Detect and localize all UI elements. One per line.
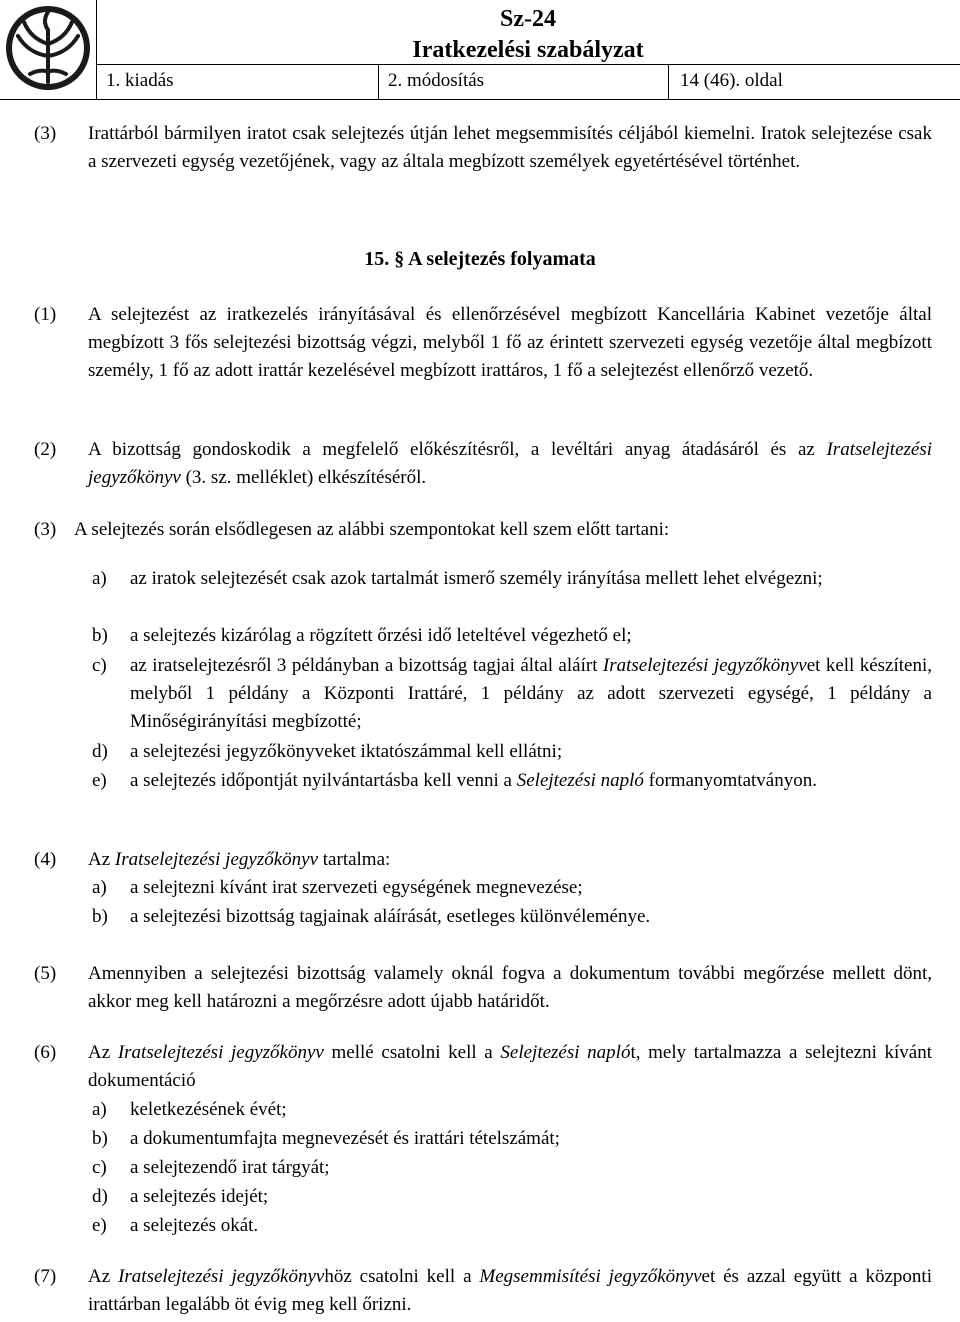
paragraph-number: (1) [34,304,57,325]
paragraph-text: Amennyiben a selejtezési bizottság valamely oknál fogva a dokumentum további megőrzése mellett dönt, akkor meg kell határozni a megőrzésre adott újabb határidőt. [88,963,932,1012]
paragraph-text: A selejtezés során elsődlegesen az alábbi szempontokat kell szem előtt tartani: [74,519,670,540]
text-run: formanyomtatványon. [643,770,817,791]
list-item: a selejtezés idejét; [130,1186,269,1207]
text-run: et kell készíteni, melyből 1 példány a Központi Irattáré, 1 példány az adott szervezeti egységé, 1 példány a Minőségirányítási megbízotté; [130,655,933,732]
header-cell-border [668,64,669,100]
list-letter: a) [92,568,107,589]
paragraph-text [88,846,932,874]
list-letter: b) [92,625,108,646]
list-letter: c) [92,655,107,676]
list-letter: b) [92,906,108,927]
paragraph-text [88,1039,932,1095]
paragraph-number: (3) [34,123,57,144]
document-reference: Iratselejtezési jegyzőkönyv [114,849,319,870]
document-title: Iratkezelési szabályzat [412,37,644,63]
paragraph-number: (7) [34,1266,57,1287]
list-item: a selejtezési bizottság tagjainak aláírását, esetleges különvéleménye. [130,906,651,927]
list-item: a selejtezendő irat tárgyát; [130,1157,330,1178]
section-heading: 15. § A selejtezés folyamata [364,248,596,270]
page-number-cell: 14 (46). oldal [680,70,783,91]
document-reference: Iratselejtezési jegyzőkönyv [117,1042,324,1063]
list-item: a selejtezés kizárólag a rögzített őrzési idő leteltével végezhető el; [130,625,632,646]
list-letter: e) [92,770,107,791]
document-reference: Megsemmisítési jegyzőkönyv [479,1266,702,1287]
university-tree-logo-icon [0,0,96,100]
text-run: t, mely tartalmazza a selejtezni kívánt dokumentáció [88,1042,932,1091]
list-item: a selejtezési jegyzőkönyveket iktatószámmal kell ellátni; [130,741,563,762]
list-item: a selejtezés okát. [130,1215,259,1236]
list-letter: c) [92,1157,107,1178]
document-reference: Iratselejtezési jegyzőkönyv [602,655,807,676]
list-item [130,652,932,736]
text-run: (3. sz. melléklet) elkészítéséről. [180,467,427,488]
paragraph-text [88,1263,932,1319]
text-run: az iratselejtezésről 3 példányban a bizottság tagjai által aláírt [130,655,603,676]
document-header [0,0,960,102]
edition-cell: 1. kiadás [106,70,174,91]
text-run: et és azzal együtt a központi irattárban legalább öt évig meg kell őrizni. [88,1266,932,1315]
list-item [130,767,932,795]
paragraph-text: Irattárból bármilyen iratot csak selejtezés útján lehet megsemmisítés céljából kiemelni. Iratok selejtezése csak a szervezeti egység vezetőjének, vagy az általa megbízott személyek egyetértésével történhet. [88,123,932,172]
list-letter: a) [92,1099,107,1120]
list-letter: b) [92,1128,108,1149]
paragraph-number: (5) [34,963,57,984]
modification-cell: 2. módosítás [388,70,485,91]
paragraph-number: (6) [34,1042,57,1063]
document-reference: Selejtezési napló [500,1042,631,1063]
list-letter: d) [92,1186,108,1207]
paragraph-number: (4) [34,849,57,870]
text-run: Az [88,1266,119,1287]
list-item: a dokumentumfajta megnevezését és irattári tételszámát; [130,1128,560,1149]
document-reference: Iratselejtezési jegyzőkönyv [88,439,933,488]
paragraph-number: (2) [34,439,57,460]
header-divider [96,64,960,65]
header-cell-border [378,64,379,100]
document-reference: Selejtezési napló [516,770,644,791]
document-code: Sz-24 [500,6,556,32]
paragraph-text [88,436,932,492]
list-item: az iratok selejtezését csak azok tartalmát ismerő személy irányítása mellett lehet elvégezni; [130,568,823,589]
text-run: höz csatolni kell a [324,1266,480,1287]
list-item: keletkezésének évét; [130,1099,287,1120]
list-letter: e) [92,1215,107,1236]
paragraph-number: (3) [34,519,57,540]
text-run: Az [88,1042,118,1063]
text-run: tartalma: [318,849,391,870]
list-letter: a) [92,877,107,898]
text-run: a selejtezés időpontját nyilvántartásba kell venni a [130,770,517,791]
list-item: a selejtezni kívánt irat szervezeti egységének megnevezése; [130,877,583,898]
header-logo-border [96,0,97,100]
text-run: A bizottság gondoskodik a megfelelő előkészítésről, a levéltári anyag átadásáról és az [88,439,815,460]
text-run: Az [88,849,115,870]
paragraph-text: A selejtezést az iratkezelés irányításával és ellenőrzésével megbízott Kancellária Kabinet vezetője által megbízott 3 fős selejtezési bizottság végzi, melyből 1 fő az érintett szervezeti egység vezetője által megbízott személy, 1 fő az adott irattár kezelésével megbízott irattáros, 1 fő a selejtezést ellenőrző vezető. [88,304,932,381]
header-bottom-border [0,99,960,100]
text-run: mellé csatolni kell a [323,1042,501,1063]
document-reference: Iratselejtezési jegyzőkönyv [118,1266,325,1287]
list-letter: d) [92,741,108,762]
